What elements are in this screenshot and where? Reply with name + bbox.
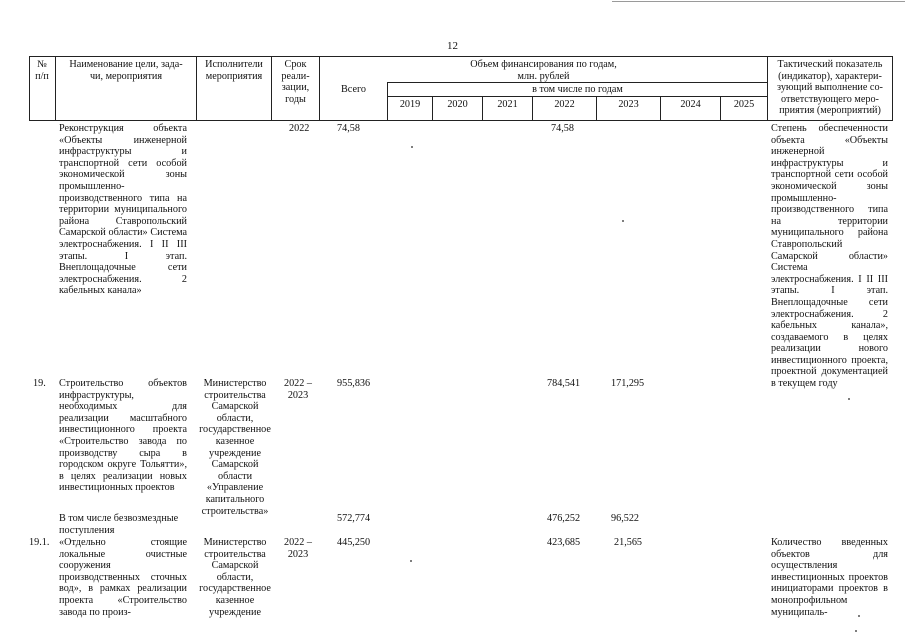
table-row-term: 2022 – 2023 — [283, 537, 312, 560]
header-year-2025: 2025 — [733, 99, 755, 110]
table-row-number: 19.1. — [29, 537, 50, 548]
table-row-2022: 74,58 — [551, 123, 574, 134]
header-name: Наименование цели, зада- чи, мероприятия — [69, 59, 183, 82]
header-year-2021: 2021 — [497, 99, 518, 110]
header-year-2024: 2024 — [680, 99, 701, 110]
table-row-executor: Министерство строительства Самарской области, государственное казенное учреждение Самарской области «Управление капитального строительства» — [199, 378, 271, 517]
table-row-total: 572,774 — [337, 513, 371, 524]
table-row-2022: 423,685 — [547, 537, 581, 548]
table-row-total: 74,58 — [337, 123, 360, 134]
table-row-total: 445,250 — [337, 537, 371, 548]
scan-speck — [848, 398, 850, 400]
table-row-executor: Министерство строительства Самарской области, государственное казенное учреждение — [199, 537, 271, 618]
top-edge-line — [612, 1, 905, 2]
header-indicator: Тактический показатель (индикатор), характери- зующий выполнение со- ответствующего меро- приятия (мероприятий) — [777, 59, 883, 117]
table-row-name: В том числе безвозмездные поступления — [59, 513, 179, 536]
table-row-2022: 476,252 — [547, 513, 581, 524]
table-row-number: 19. — [33, 378, 46, 389]
scan-speck — [858, 615, 860, 617]
header-year-2023: 2023 — [618, 99, 639, 110]
table-row-2022: 784,541 — [547, 378, 581, 389]
header-year-2022: 2022 — [554, 99, 575, 110]
table-row-indicator: Количество введенных объектов для осуществления инвестиционных проектов инициаторами проектов в монопрофильном муниципаль- — [771, 537, 888, 618]
header-funding: Объем финансирования по годам, млн. рублей — [470, 59, 617, 82]
table-row-name: «Отдельно стоящие локальные очистные сооружения производственных сточных вод», в рамках реализации проекта «Строительство завода по произ- — [59, 537, 187, 618]
header-year-2019: 2019 — [399, 99, 421, 110]
page-number: 12 — [447, 40, 458, 52]
header-including-years: в том числе по годам — [532, 84, 623, 95]
table-row-2023: 171,295 — [611, 378, 645, 389]
scan-speck — [411, 146, 413, 148]
table-row-term: 2022 — [289, 123, 310, 134]
table-row-indicator: Степень обеспеченности объекта «Объекты инженерной инфраструктуры и транспортной сети особой экономической зоны промышленно-производственного типа на территории муниципального района Ставропольский Самарской области» Система электроснабжения. I II III этапы. I этап. Внеплощадочные сети электроснабжения. 2 кабельных канала», создаваемого в целях реализации нового инвестиционного проекта, проектной документацией в текущем году — [771, 123, 888, 390]
header-executors: Исполнители мероприятия — [205, 59, 263, 82]
header-year-2020: 2020 — [447, 99, 468, 110]
scan-speck — [622, 220, 624, 222]
header-term: Срок реали- зации, годы — [281, 59, 310, 105]
table-row-2023: 96,522 — [611, 513, 640, 524]
scan-speck — [410, 560, 412, 562]
scan-speck — [855, 630, 857, 632]
table-row-term: 2022 – 2023 — [283, 378, 312, 401]
table-row-total: 955,836 — [337, 378, 371, 389]
header-total: Всего — [341, 84, 366, 95]
header-number: № п/п — [35, 59, 49, 82]
table-row-name: Строительство объектов инфраструктуры, необходимых для реализации масштабного инвестиционного проекта «Строительство завода по производству сыра в городском округе Тольятти», в целях реализации новых инвестиционных проектов — [59, 378, 187, 494]
table-row-2023: 21,565 — [614, 537, 643, 548]
table-row-name: Реконструкция объекта «Объекты инженерной инфраструктуры и транспортной сети особой экономической зоны промышленно-производственного типа на территории муниципального района Ставропольский Самарской области» Система электроснабжения. I II III этапы. I этап. Внеплощадочные сети электроснабжения. 2 кабельных канала» — [59, 123, 187, 297]
